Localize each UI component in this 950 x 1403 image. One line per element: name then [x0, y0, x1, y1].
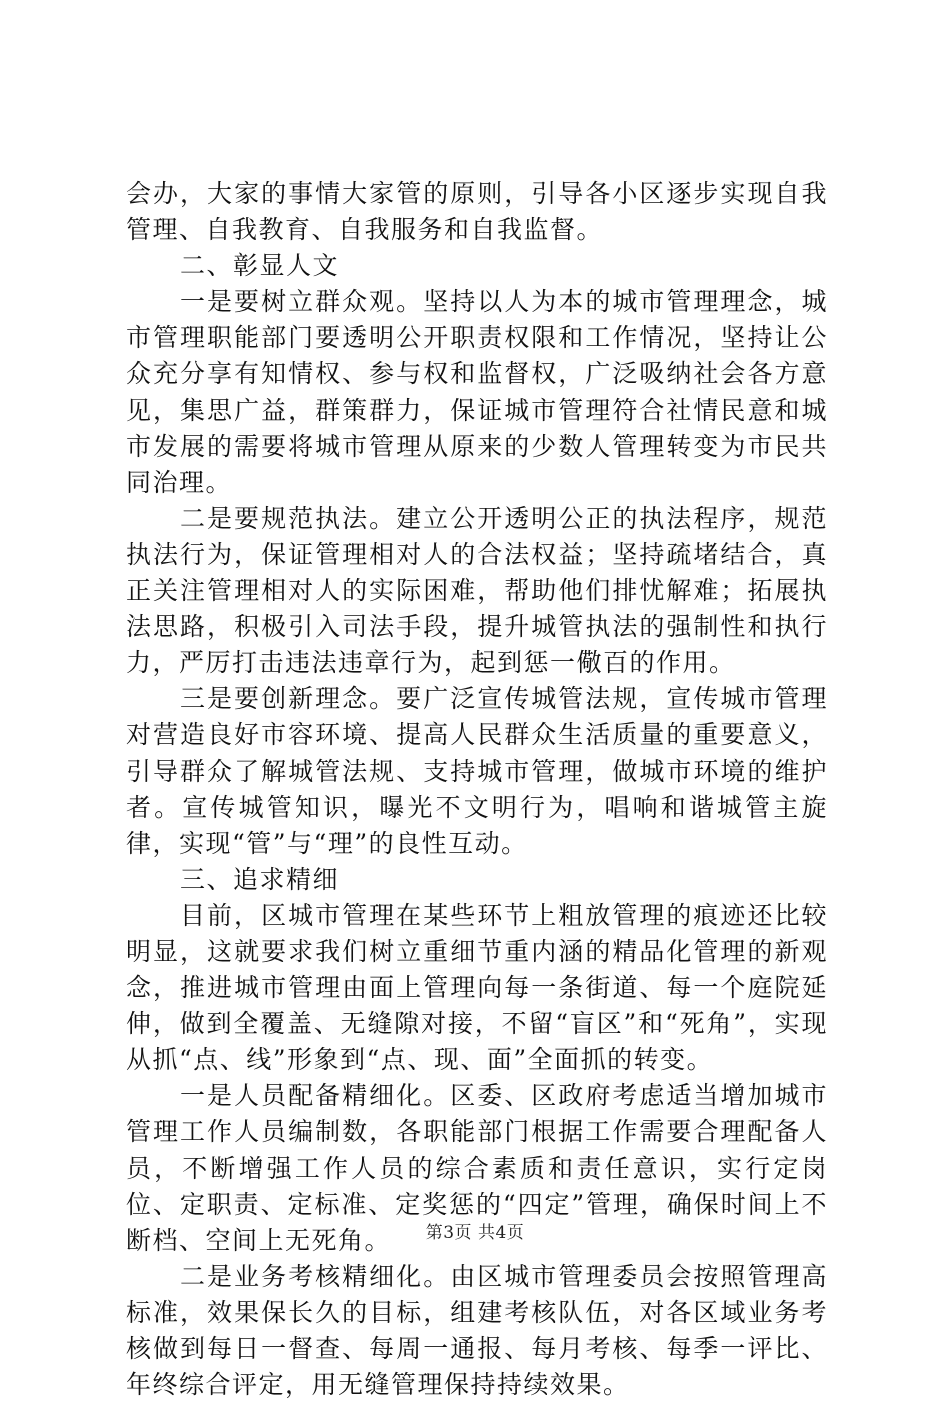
- page-number-footer: 第3页 共4页: [425, 1223, 525, 1243]
- paragraph-law-enforcement: 二是要规范执法。建立公开透明公正的执法程序，规范执法行为，保证管理相对人的合法权益；坚持疏堵结合，真正关注管理相对人的实际困难，帮助他们排忧解难；拓展执法思路，积极引入司法手段，提升城管执法的强制性和执行力，严厉打击违法违章行为，起到惩一儆百的作用。: [126, 503, 828, 678]
- paragraph-staffing: 一是人员配备精细化。区委、区政府考虑适当增加城市管理工作人员编制数，各职能部门根据工作需要合理配备人员，不断增强工作人员的综合素质和责任意识，实行定岗位、定职责、定标准、定奖惩的“四定”管理，确保时间上不断档、空间上无死角。: [126, 1081, 828, 1255]
- paragraph-current-status: 目前，区城市管理在某些环节上粗放管理的痕迹还比较明显，这就要求我们树立重细节重内涵的精品化管理的新观念，推进城市管理由面上管理向每一条街道、每一个庭院延伸，做到全覆盖、无缝隙对接，不留“盲区”和“死角”，实现从抓“点、线”形象到“点、现、面”全面抓的转变。: [126, 900, 828, 1075]
- paragraph-mass-view: 一是要树立群众观。坚持以人为本的城市管理理念，城市管理职能部门要透明公开职责权限和工作情况，坚持让公众充分享有知情权、参与权和监督权，广泛吸纳社会各方意见，集思广益，群策群力，保证城市管理符合社情民意和城市发展的需要将城市管理从原来的少数人管理转变为市民共同治理。: [126, 287, 828, 497]
- paragraph-continuation: 会办，大家的事情大家管的原则，引导各小区逐步实现自我管理、自我教育、自我服务和自我监督。: [126, 179, 828, 245]
- section-heading-refinement: 三、追求精细: [180, 864, 340, 894]
- section-heading-humanity: 二、彰显人文: [180, 251, 340, 281]
- paragraph-innovation: 三是要创新理念。要广泛宣传城管法规，宣传城市管理对营造良好市容环境、提高人民群众生活质量的重要意义，引导群众了解城管法规、支持城市管理，做城市环境的维护者。宣传城管知识，曝光不文明行为，唱响和谐城管主旋律，实现“管”与“理”的良性互动。: [126, 684, 828, 858]
- paragraph-assessment: 二是业务考核精细化。由区城市管理委员会按照管理高标准，效果保长久的目标，组建考核队伍，对各区域业务考核做到每日一督查、每周一通报、每月考核、每季一评比、年终综合评定，用无缝管理保持持续效果。: [126, 1261, 828, 1400]
